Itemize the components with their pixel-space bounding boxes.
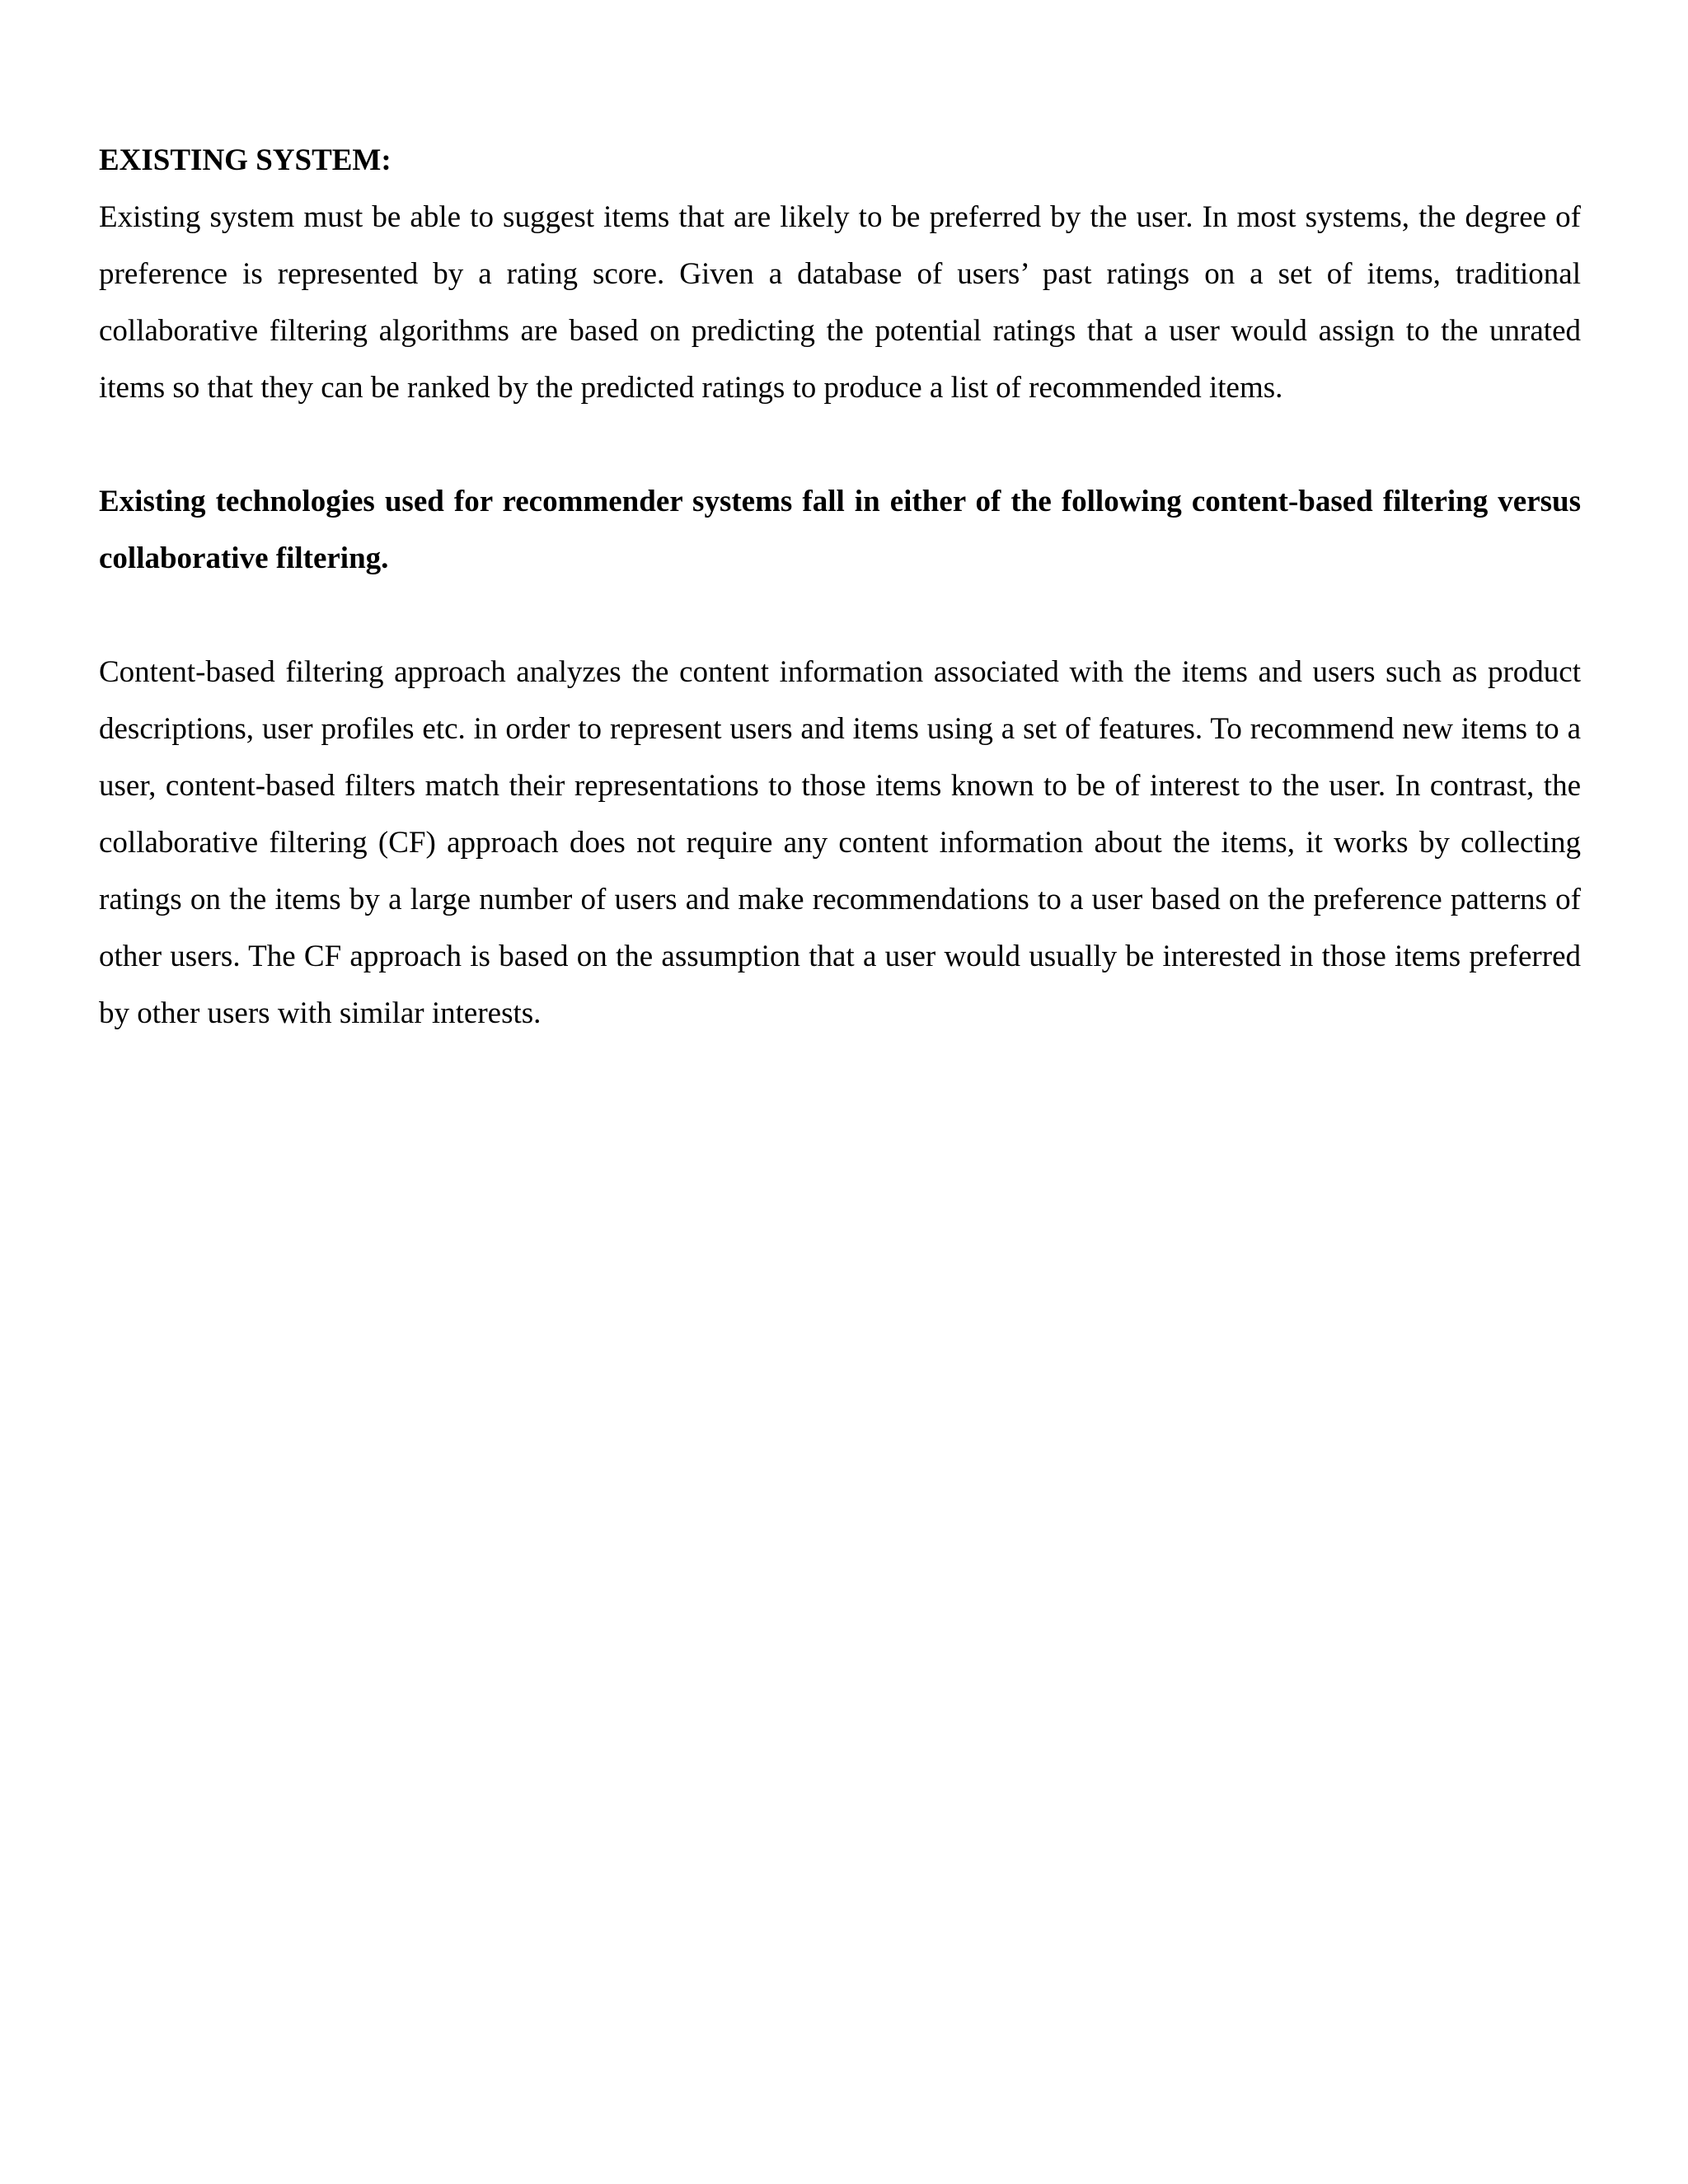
document-page [99,132,1581,1042]
bold-statement: Existing technologies used for recommender systems fall in either of the following content-based filtering versus collaborative filtering. [99,485,1581,575]
section-heading: EXISTING SYSTEM: [99,143,392,177]
existing-system-paragraph: Existing system must be able to suggest items that are likely to be preferred by the user. In most systems, the degree of preference is represented by a rating score. Given a database of users’ past ratings on a set of items, traditional collaborative filtering algorithms are based on predicting the potential ratings that a user would assign to the unrated items so that they can be ranked by the predicted ratings to produce a list of recommended items. [99,200,1581,405]
filtering-approaches-paragraph: Content-based filtering approach analyzes the content information associated with the items and users such as product descriptions, user profiles etc. in order to represent users and items using a set of features. To recommend new items to a user, content-based filters match their representations to those items known to be of interest to the user. In contrast, the collaborative filtering (CF) approach does not require any content information about the items, it works by collecting ratings on the items by a large number of users and make recommendations to a user based on the preference patterns of other users. The CF approach is based on the assumption that a user would usually be interested in those items preferred by other users with similar interests. [99,655,1581,1030]
spacer [99,587,1581,644]
spacer [99,416,1581,473]
